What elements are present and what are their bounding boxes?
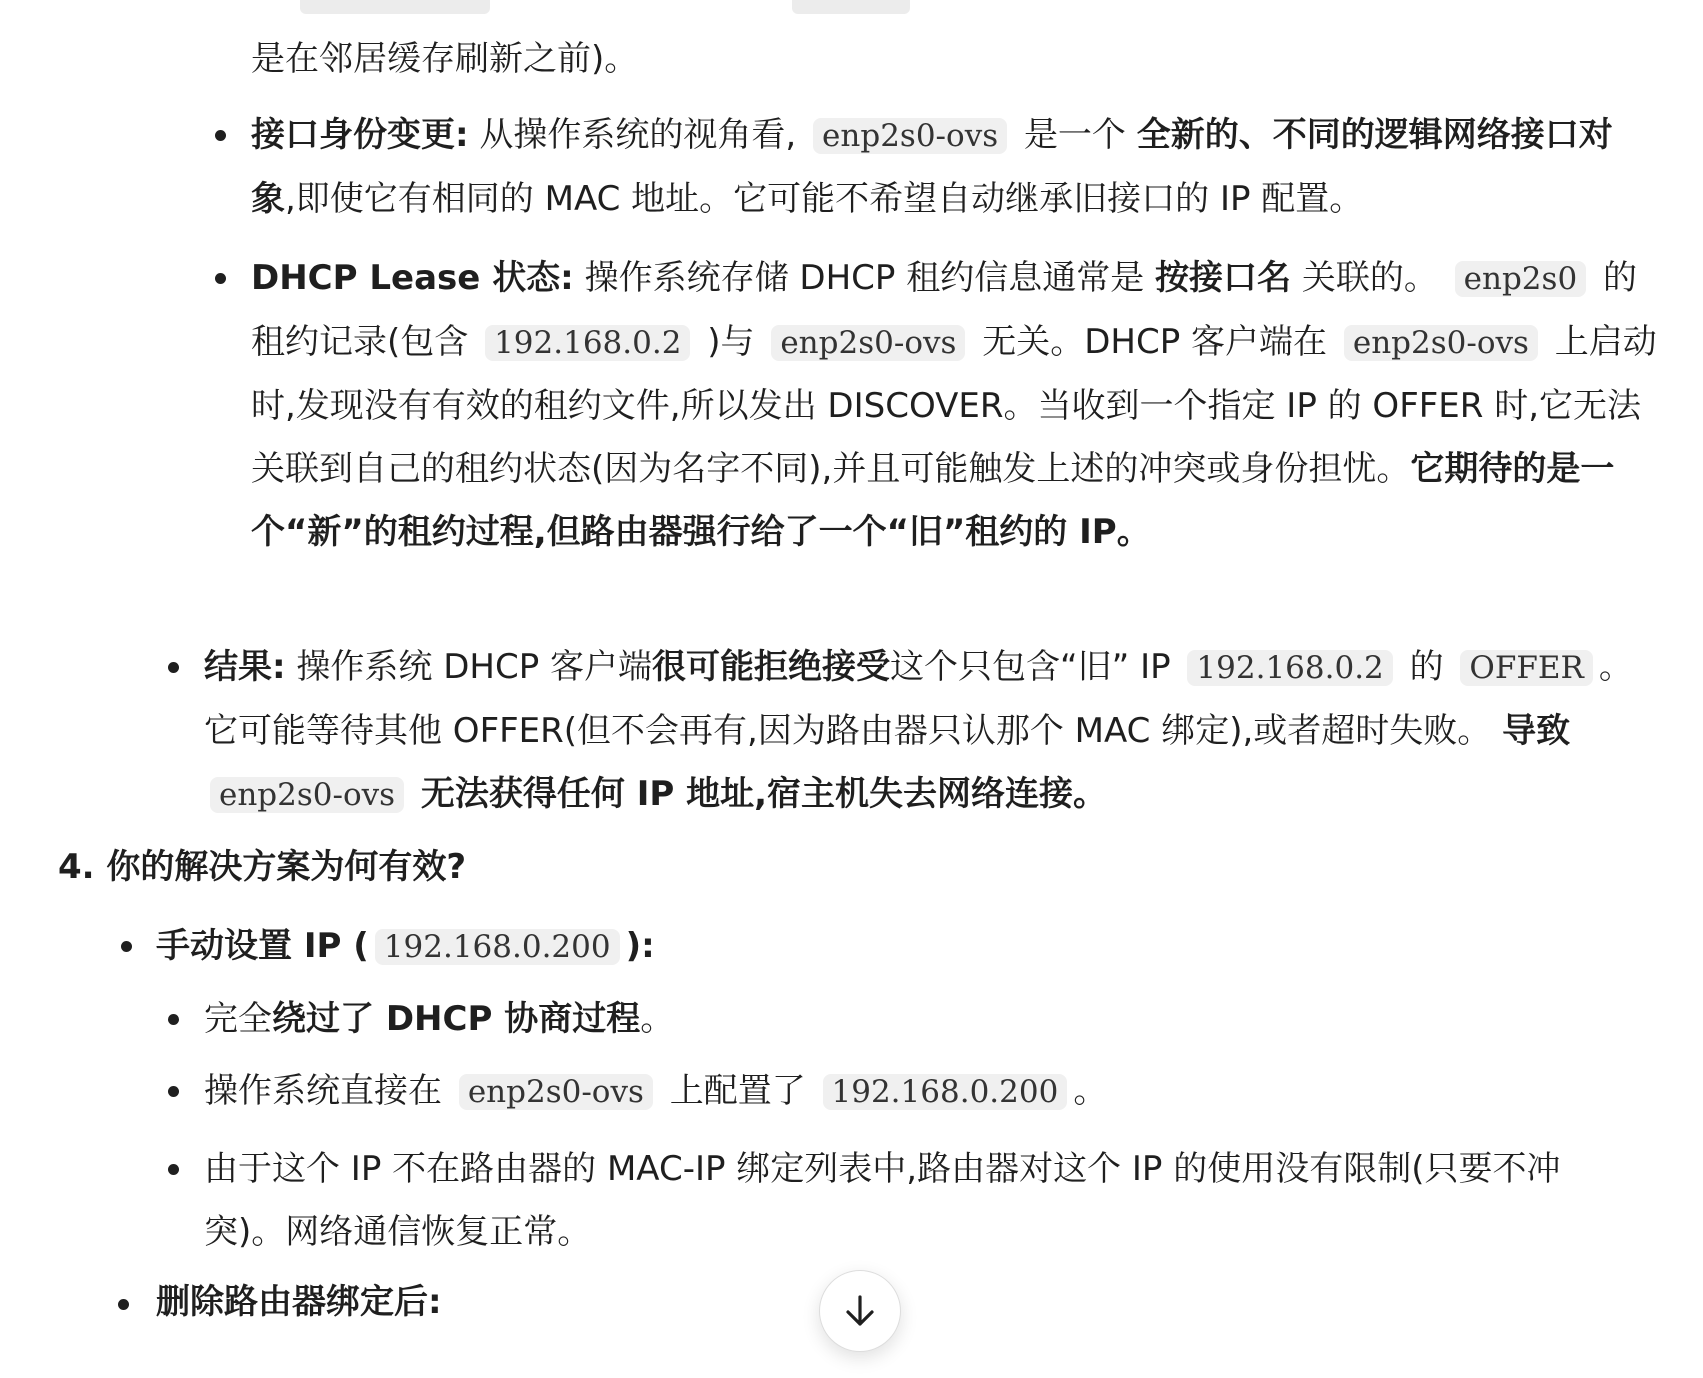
- bullet: [118, 1299, 129, 1310]
- list-item-text: 结果: 操作系统 DHCP 客户端很可能拒绝接受这个只包含“旧” IP 192.168.0.2 的 OFFER 。它可能等待其他 OFFER(但不会再有,因为路由器只认那个 MAC 绑定),或者超时失败。 导致 enp2s0-ovs 无法获得任何 IP 地址,宿主机失去网络连接。: [204, 647, 1633, 814]
- bullet: [215, 130, 226, 141]
- bullet: [168, 1086, 179, 1097]
- list-item-text: 手动设置 IP ( 192.168.0.200 ):: [156, 926, 655, 966]
- arrow-down-icon: [840, 1291, 880, 1331]
- bullet: [121, 941, 132, 952]
- list-item-partial: 删除路由器绑定后:: [156, 1282, 442, 1322]
- list-item-text: DHCP Lease 状态: 操作系统存储 DHCP 租约信息通常是 按接口名 关联的。 enp2s0 的租约记录(包含 192.168.0.2 )与 enp2s0-ovs 无关。DHCP 客户端在 enp2s0-ovs 上启动时,发现没有有效的租约文件,所以发出 DISCOVER。当收到一个指定 IP 的 OFFER 时,它无法关联到自己的租约状态(因为名字不同),并且可能触发上述的冲突或身份担忧。它期待的是一个“新”的租约过程,但路由器强行给了一个“旧”租约的 IP。: [251, 258, 1657, 552]
- numbered-item-4: 4. 你的解决方案为何有效?: [58, 847, 467, 887]
- section-heading: 你的解决方案为何有效?: [106, 847, 467, 887]
- list-item-text: 完全绕过了 DHCP 协商过程。: [204, 999, 675, 1039]
- bullet: [168, 662, 179, 673]
- bullet: [168, 1014, 179, 1025]
- previous-item-tail: 是在邻居缓存刷新之前)。: [251, 39, 639, 79]
- list-item-text: 由于这个 IP 不在路由器的 MAC-IP 绑定列表中,路由器对这个 IP 的使用没有限制(只要不冲突)。网络通信恢复正常。: [204, 1149, 1561, 1252]
- list-item-text: 接口身份变更: 从操作系统的视角看, enp2s0-ovs 是一个 全新的、不同的逻辑网络接口对象,即使它有相同的 MAC 地址。它可能不希望自动继承旧接口的 IP 配置。: [251, 115, 1613, 219]
- scroll-to-bottom-button[interactable]: [819, 1270, 901, 1352]
- cut-off-code-chip: [300, 0, 490, 14]
- list-item-text: 操作系统直接在 enp2s0-ovs 上配置了 192.168.0.200 。: [204, 1071, 1108, 1111]
- bullet: [168, 1164, 179, 1175]
- cut-off-code-chip: [792, 0, 910, 14]
- bullet: [215, 273, 226, 284]
